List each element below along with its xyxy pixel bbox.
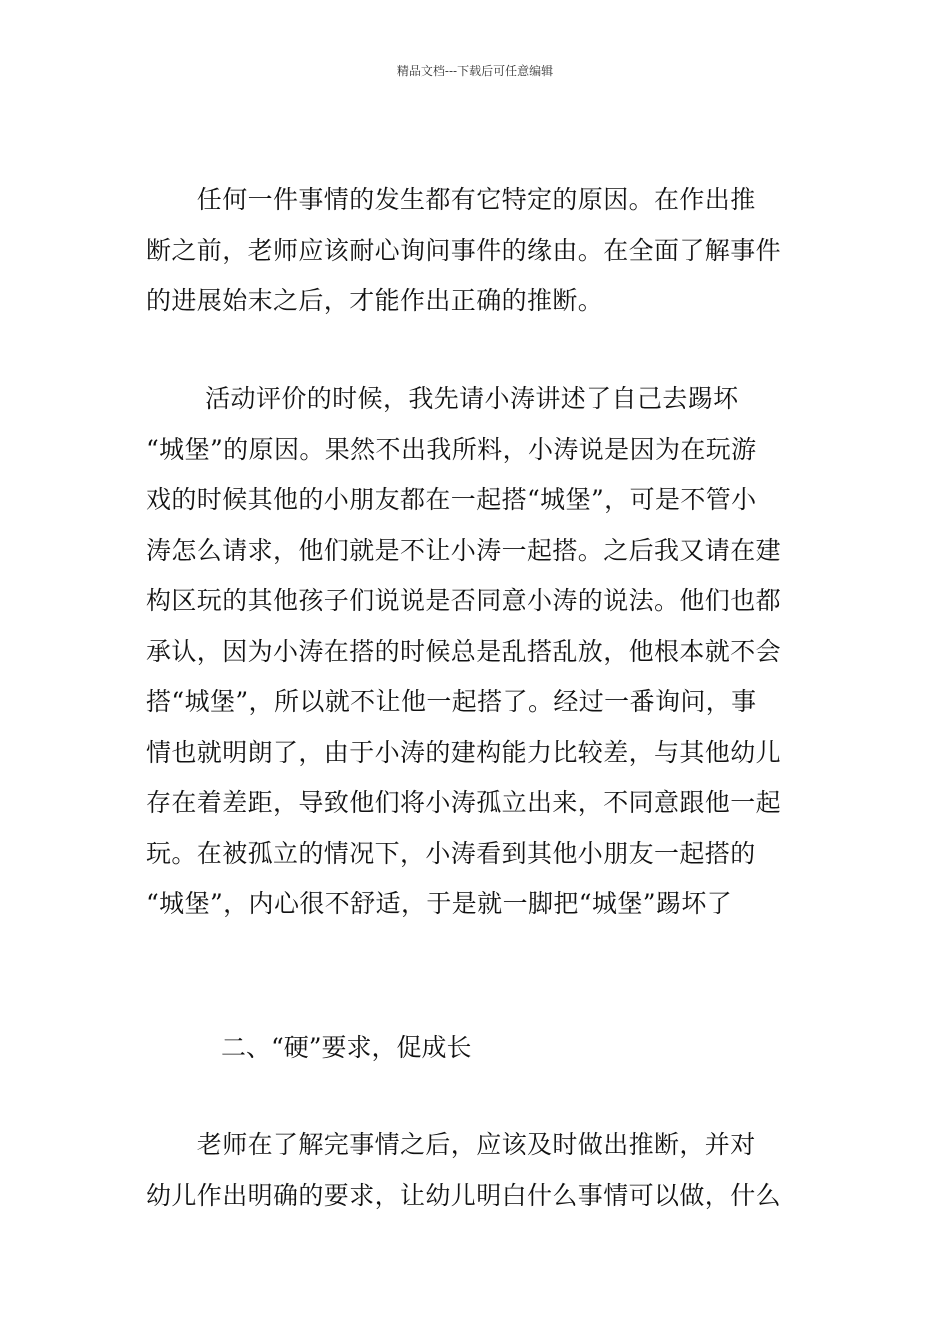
paragraph-line: 搭“城堡”，所以就不让他一起搭了。经过一番询问，事 xyxy=(146,687,757,716)
paragraph-line: 老师在了解完事情之后，应该及时做出推断，并对 xyxy=(146,1130,756,1159)
paragraph-3 xyxy=(146,1120,806,1221)
paragraph-line: 的进展始末之后，才能作出正确的推断。 xyxy=(146,286,604,315)
page-header: 精品文档---下载后可任意编辑 xyxy=(396,64,554,78)
paragraph-line: 承认，因为小涛在搭的时候总是乱搭乱放，他根本就不会 xyxy=(146,636,782,666)
paragraph-line: 任何一件事情的发生都有它特定的原因。在作出推 xyxy=(146,185,756,214)
paragraph-line: “城堡”的原因。果然不出我所料，小涛说是因为在玩游 xyxy=(146,434,757,464)
paragraph-line: 涛怎么请求，他们就是不让小涛一起搭。之后我又请在建 xyxy=(146,535,782,565)
paragraph-line: 戏的时候其他的小朋友都在一起搭“城堡”，可是不管小 xyxy=(146,485,757,514)
paragraph-line: 活动评价的时候，我先请小涛讲述了自己去踢坏 xyxy=(146,384,739,413)
paragraph-line: 断之前，老师应该耐心询问事件的缘由。在全面了解事件 xyxy=(146,235,782,265)
paragraph-2 xyxy=(146,374,806,930)
section-heading: 二、“硬”要求，促成长 xyxy=(221,1033,472,1062)
paragraph-line: 玩。在被孤立的情况下，小涛看到其他小朋友一起搭的 xyxy=(146,838,756,868)
paragraph-line: “城堡”，内心很不舒适，于是就一脚把“城堡”踢坏了 xyxy=(146,889,733,918)
paragraph-line: 存在着差距，导致他们将小涛孤立出来，不同意跟他一起 xyxy=(146,788,782,817)
paragraph-line: 情也就明朗了，由于小涛的建构能力比较差，与其他幼儿 xyxy=(146,737,782,767)
paragraph-line: 幼儿作出明确的要求，让幼儿明白什么事情可以做，什么 xyxy=(146,1180,782,1210)
paragraph-1 xyxy=(146,175,806,327)
paragraph-line: 构区玩的其他孩子们说说是否同意小涛的说法。他们也都 xyxy=(146,586,782,615)
